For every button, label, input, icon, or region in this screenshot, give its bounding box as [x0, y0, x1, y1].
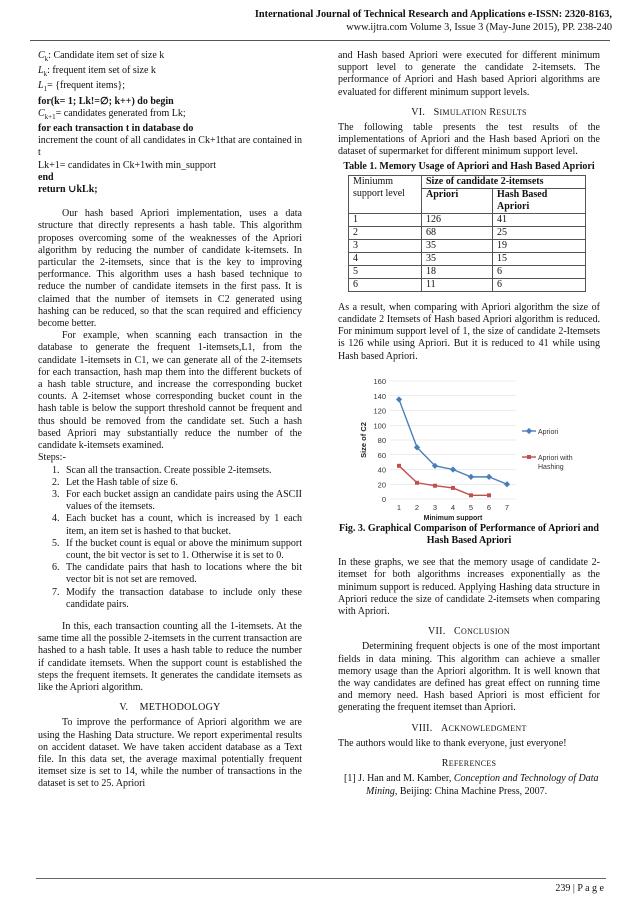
paragraph-hash-implementation: Our hash based Apriori implementation, uses a data structure that directly represents a hash table. This algorithm proposes overcoming some of the weaknesses of the Apriori algorithm by reducing the number of candidate k-itemsets. In particular the 2-itemsets, since that is the key to improving performance. This algorithm uses a hash based technique to reduce the number of candidate itemsets in the first pass. It is claimed that the number of itemsets in C2 generated using hashing can be reduced, so that the scan required and efficiency become better. [38, 208, 302, 330]
algo-foreach-line: for each transaction t in database do [38, 123, 194, 135]
table-header-group: Size of candidate 2-itemsets [422, 175, 586, 188]
reference-item: [1] J. Han and M. Kamber, Conception and Technology of Data Mining, Beijing: China Machine Press, 2007. [344, 773, 599, 797]
step-item: 5. If the bucket count is equal or above the minimum support count, the bit vector is set to 1. Otherwise it is set to 0. [62, 538, 302, 562]
data-point [504, 481, 510, 487]
line-chart [338, 371, 600, 521]
table-header-row [349, 175, 586, 188]
data-point [396, 396, 402, 402]
figure-caption: Fig. 3. Graphical Comparison of Performance of Apriori and Hash Based Apriori [339, 522, 599, 547]
paragraph-counting: In this, each transaction counting all the 1-itemsets. At the same time all the possible 2-itemsets in the current transaction are hashed to a hash table. It uses a hash table to reduce the number if candidate itemsets. When the support count is established the steps the frequent itemsets. It generates the candidate itemsets as like the Apriori algorithm. [38, 620, 302, 693]
issue-line: www.ijtra.com Volume 3, Issue 3 (May-June 2015), PP. 238-240 [346, 22, 612, 33]
step-item: 7. Modify the transaction database to include only these candidate pairs. [62, 587, 302, 611]
step-item: 3. For each bucket assign an candidate pairs using the ASCII values of the itemsets. [62, 489, 302, 513]
algo-end-line: end [38, 171, 54, 183]
memory-usage-table [348, 175, 586, 292]
legend-label: Hashing [538, 463, 564, 471]
running-header [52, 8, 612, 34]
footer-rule [36, 878, 606, 879]
x-tick-label: 1 [396, 502, 402, 512]
table-row: 5 18 6 [349, 265, 586, 278]
step-item: 4. Each bucket has a count, which is increased by 1 each item, an item set is hashed to that bucket. [62, 513, 302, 537]
paragraph-continued: and Hash based Apriori were executed for different minimum support level to generate the candidate 2-itemsets. The performance of Apriori and Hash based Apriori algorithms are evaluated for different minimum support levels. [338, 50, 600, 98]
y-tick-label: 120 [373, 406, 386, 416]
algo-increment-line: increment the count of all candidates in Ck+1that are contained in t [38, 135, 302, 159]
reference-list [338, 773, 600, 797]
table-header-apriori: Apriori [422, 188, 493, 213]
right-column [338, 50, 600, 798]
algo-ck-line: $C_k$: Candidate item set of size k [38, 50, 165, 63]
table-row: 4 35 15 [349, 252, 586, 265]
algo-l1-line: $L_1=$ {frequent items}; [38, 80, 126, 94]
table-row: 2 68 25 [349, 226, 586, 239]
step-item: 2. Let the Hash table of size 6. [62, 477, 302, 489]
table-row: 6 11 6 [349, 278, 586, 291]
data-point [415, 481, 419, 485]
data-point [397, 464, 401, 468]
y-tick-label: 40 [377, 465, 386, 475]
algorithm-block [38, 50, 302, 196]
x-axis-label: Minimum support [423, 514, 483, 521]
table-header-hash: Hash Based Apriori [493, 188, 586, 213]
table-caption: Table 1. Memory Usage of Apriori and Hash Based Apriori [343, 160, 595, 172]
data-point [486, 474, 492, 480]
x-tick-label: 4 [450, 502, 456, 512]
paragraph-graphs: In these graphs, we see that the memory usage of candidate 2-itemset for both algorithms increases exponentially as the minimum support is reduced. Applying Hashing data structure in Apriori reduce the size of candidate 2-itemsets when comparing with Apriori. [338, 557, 600, 618]
journal-title: International Journal of Technical Research and Applications e-ISSN: 2320-8163, [254, 9, 612, 20]
paragraph-methodology: To improve the performance of Apriori algorithm we are using the Hashing Data structure. We report experimental results on accident dataset. We have taken accident database as a Text file. In this data set, the average maximal potentially frequent itemset size is set to 14, while the number of transactions in the dataset is set to 25. Apriori [38, 717, 302, 790]
table-header-support: Miniumm support level [349, 175, 422, 213]
y-tick-label: 60 [377, 450, 386, 460]
y-axis-label: Size of C2 [359, 421, 368, 458]
algo-return-line: return ∪kLk; [38, 184, 98, 196]
section-heading-acknowledgment: VIII. ACKNOWLEDGMENT [411, 722, 527, 734]
legend-label: Apriori with [538, 454, 573, 462]
paragraph-simulation: The following table presents the test results of the implementations of Apriori and the Hash based Apriori on the dataset of supermarket for different minimum support level. [338, 122, 600, 158]
table-row: 1 126 41 [349, 213, 586, 226]
algo-lk1-line: Lk+1= candidates in Ck+1with min_support [38, 159, 217, 171]
section-heading-methodology: V. METHODOLOGY [119, 702, 221, 714]
step-item: 1. Scan all the transaction. Create possible 2-itemsets. [62, 465, 302, 477]
paragraph-result: As a result, when comparing with Apriori algorithm the size of candidate 2 Itemsets of Hash based Apriori algorithm is reduced. For minimum support level of 1, the size of candidate 2-Itemsets is 126 while using Apriori. But it is reduced to 41 while using Hash based Apriori. [338, 301, 600, 362]
performance-figure [338, 371, 600, 521]
left-column [38, 50, 302, 791]
header-rule [30, 40, 610, 41]
legend-label: Apriori [538, 428, 559, 436]
paragraph-example: For example, when scanning each transaction in the database to generate the frequent 1-itemsets,L1, from the candidate 1-itemsets in C1, we can generate all of the 2-itemsets for each transaction, hash map them into the different buckets of a hash table structure, and increase the corresponding bucket counts. A 2-itemset whose corresponding bucket count in the hash table is below the support threshold cannot be frequent and thus should be removed from the candidate set. Such a hash based Apriori may substantially reduce the number of the candidate k-itemsets examined. [38, 330, 302, 452]
algo-for-line: for(k= 1; Lk!=∅; k++) do begin [38, 95, 174, 107]
data-point [468, 474, 474, 480]
step-item: 6. The candidate pairs that hash to locations where the bit vector bit is not set are removed. [62, 562, 302, 586]
steps-label: Steps:- [38, 452, 66, 464]
data-point [433, 484, 437, 488]
data-point [469, 493, 473, 497]
page-number: 239 | P a g e [555, 883, 604, 894]
data-point [450, 466, 456, 472]
y-tick-label: 160 [373, 376, 386, 386]
algo-ck1-line: $C_{k+1}=$ candidates generated from Lk; [38, 107, 186, 121]
section-heading-simulation: VI. SIMULATION RESULTS [411, 106, 527, 118]
paragraph-acknowledgment: The authors would like to thank everyone, just everyone! [338, 737, 567, 749]
y-tick-label: 0 [381, 494, 386, 504]
algo-lk-line: $L_k$: frequent item set of size k [38, 65, 156, 79]
x-tick-label: 3 [432, 502, 438, 512]
data-point [451, 486, 455, 490]
y-tick-label: 140 [373, 391, 386, 401]
x-tick-label: 7 [504, 502, 510, 512]
steps-list [38, 465, 302, 611]
paragraph-conclusion: Determining frequent objects is one of the most important fields in data mining. This algorithm can achieve a smaller memory usage than the Apriori algorithm. It is well known that the way candidates are defined has great effect on running time and memory need. Hash based Apriori is most efficient for generating the frequent itemset than Apriori. [338, 641, 600, 714]
y-tick-label: 100 [373, 421, 386, 431]
y-tick-label: 20 [377, 480, 386, 490]
y-tick-label: 80 [377, 435, 386, 445]
section-heading-conclusion: VII. CONCLUSION [428, 626, 510, 638]
legend-marker [527, 455, 531, 459]
legend-marker [526, 428, 532, 434]
data-point [487, 493, 491, 497]
x-tick-label: 2 [414, 502, 420, 512]
section-heading-references: REFERENCES [441, 758, 497, 770]
x-tick-label: 6 [486, 502, 492, 512]
series-line [399, 466, 489, 496]
table-row: 3 35 19 [349, 239, 586, 252]
x-tick-label: 5 [468, 502, 474, 512]
